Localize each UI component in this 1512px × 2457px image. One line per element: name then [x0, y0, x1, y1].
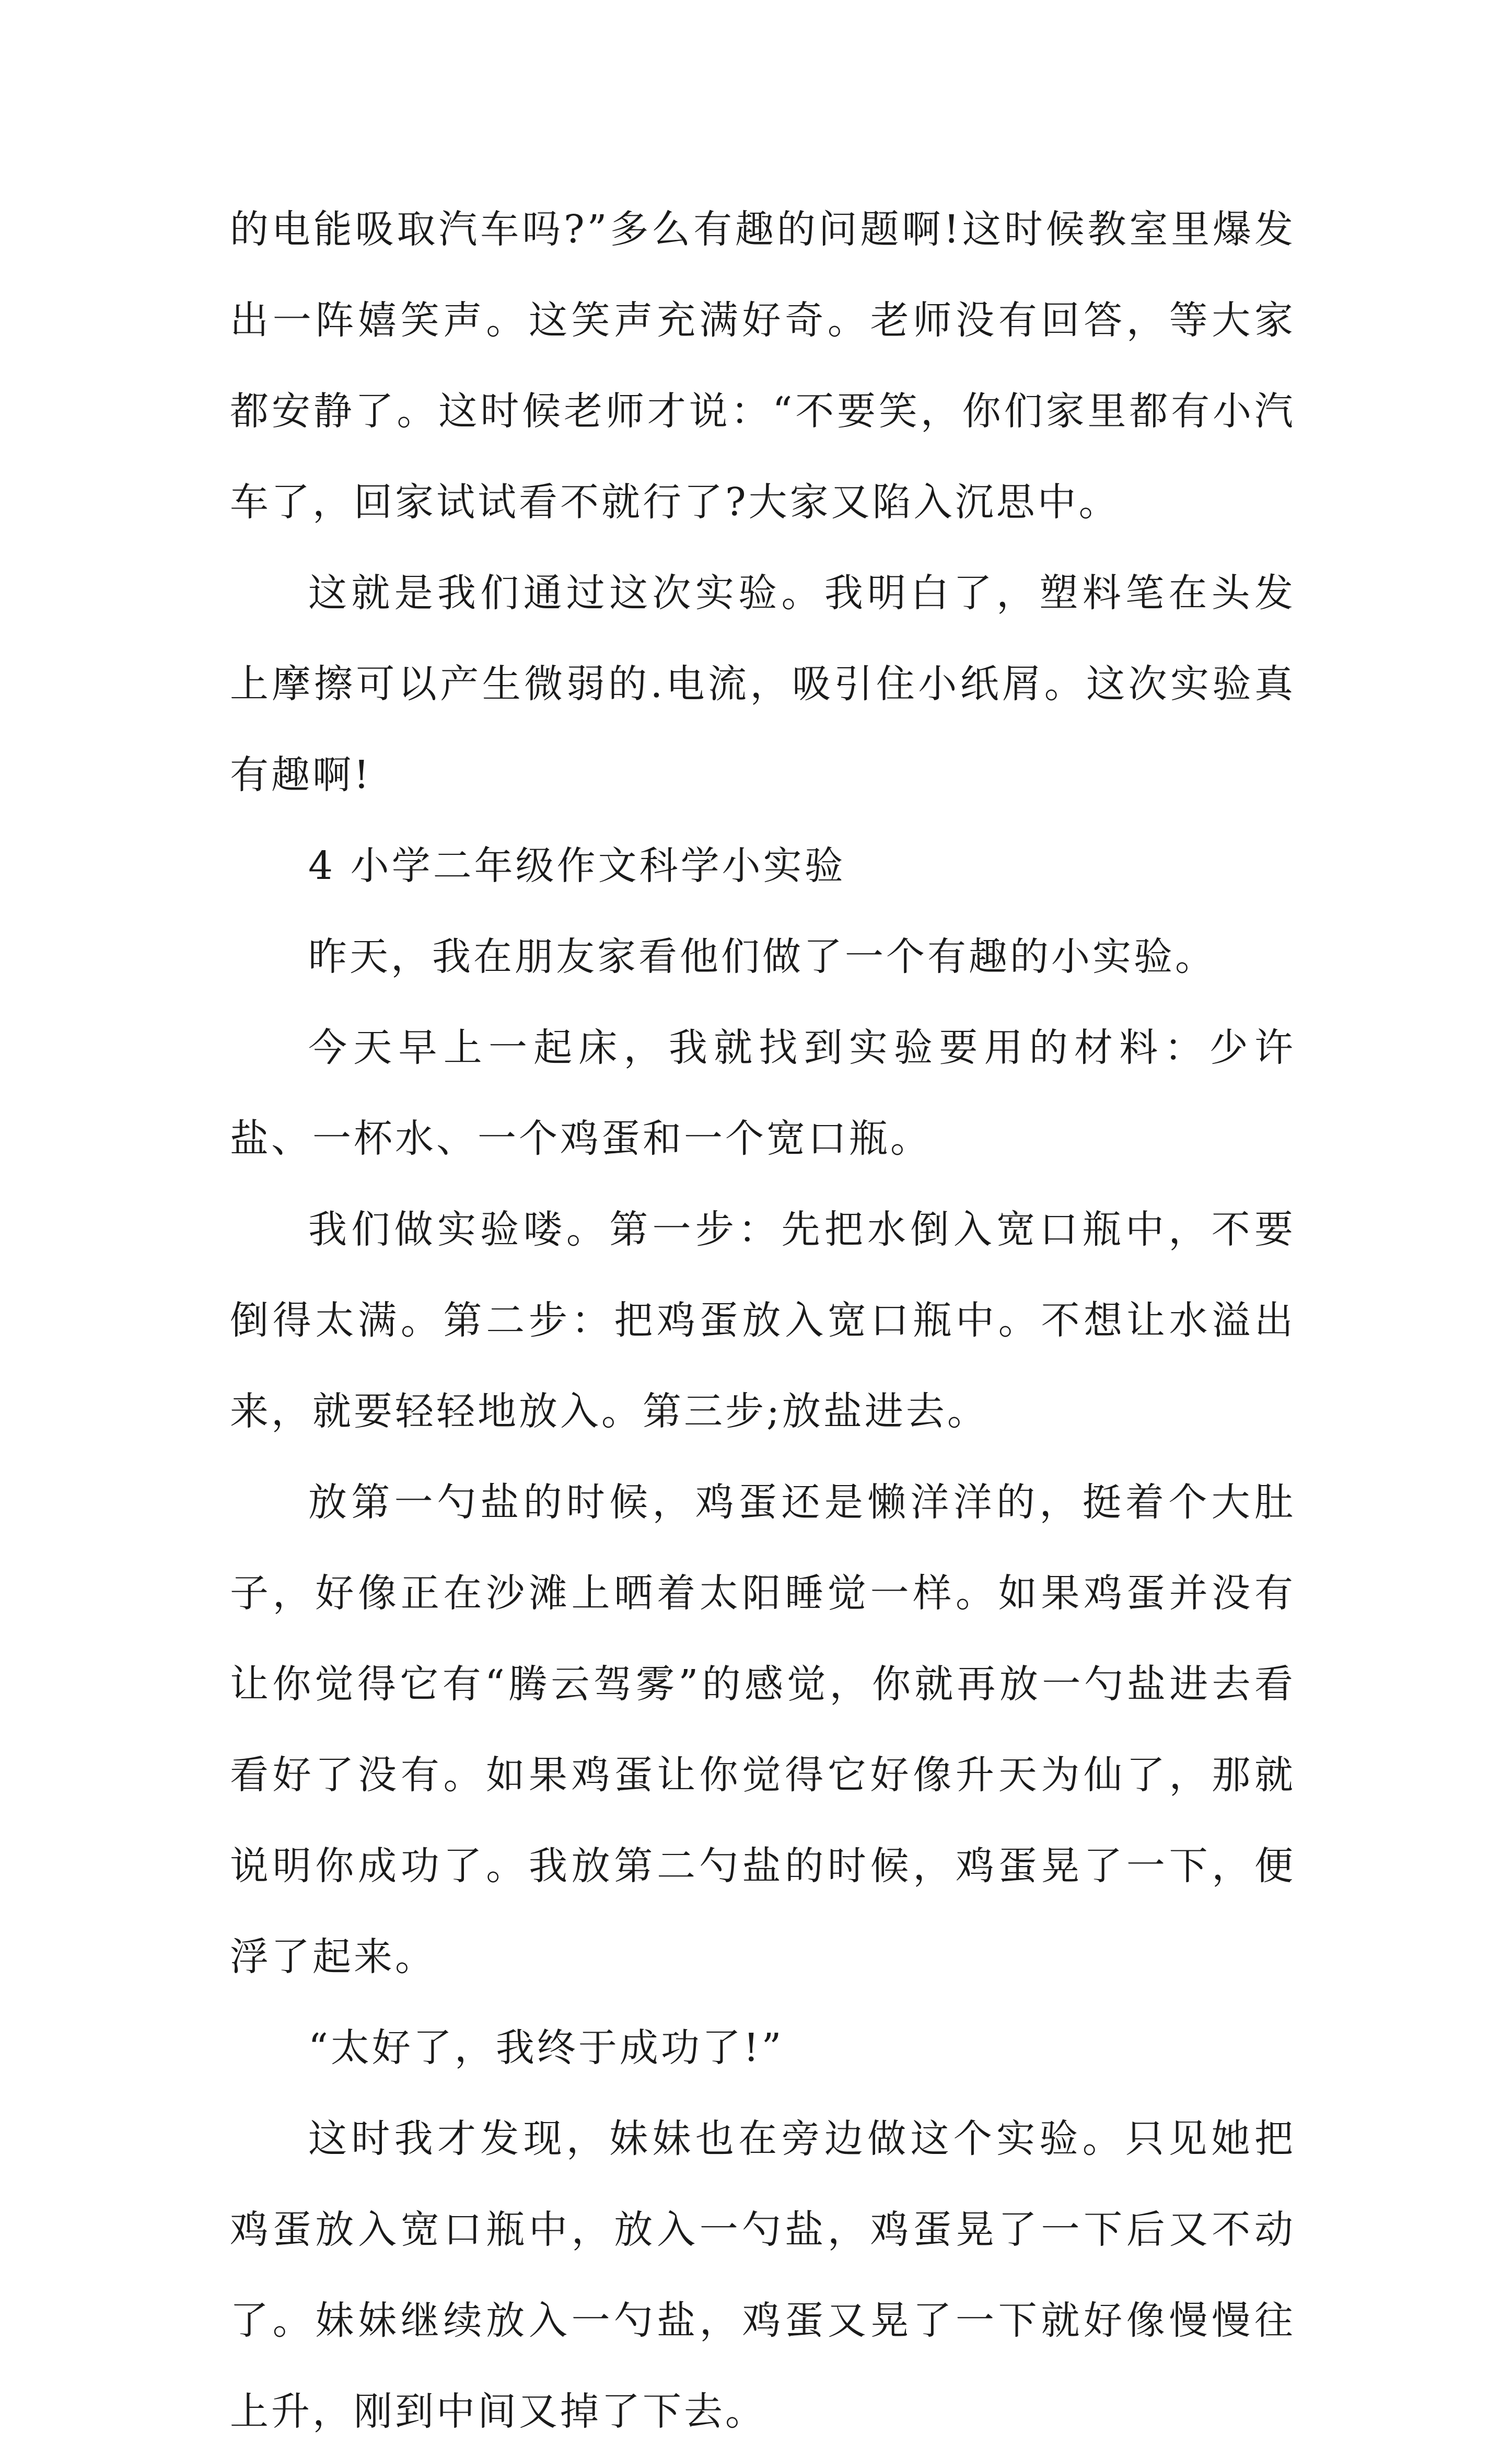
paragraph-2: 这就是我们通过这次实验。我明白了，塑料笔在头发上摩擦可以产生微弱的.电流，吸引住小纸屑。这次实验真有趣啊!	[230, 571, 1296, 797]
paragraph-1: 的电能吸取汽车吗?”多么有趣的问题啊!这时候教室里爆发出一阵嬉笑声。这笑声充满好奇。老师没有回答，等大家都安静了。这时候老师才说：“不要笑，你们家里都有小汽车了，回家试试看不就行了?大家又陷入沉思中。	[230, 207, 1296, 525]
paragraph-4: 今天早上一起床，我就找到实验要用的材料：少许盐、一杯水、一个鸡蛋和一个宽口瓶。	[230, 1025, 1296, 1161]
paragraph-5: 我们做实验喽。第一步：先把水倒入宽口瓶中，不要倒得太满。第二步：把鸡蛋放入宽口瓶中。不想让水溢出来，就要轻轻地放入。第三步;放盐进去。	[230, 1207, 1296, 1434]
paragraph-6: 放第一勺盐的时候，鸡蛋还是懒洋洋的，挺着个大肚子，好像正在沙滩上晒着太阳睡觉一样。如果鸡蛋并没有让你觉得它有“腾云驾雾”的感觉，你就再放一勺盐进去看看好了没有。如果鸡蛋让你觉得它好像升天为仙了，那就说明你成功了。我放第二勺盐的时候，鸡蛋晃了一下，便浮了起来。	[230, 1480, 1296, 1979]
essay-heading: 4 小学二年级作文科学小实验	[308, 843, 846, 888]
paragraph-7: “太好了，我终于成功了!”	[308, 2025, 784, 2070]
paragraph-3: 昨天，我在朋友家看他们做了一个有趣的小实验。	[308, 934, 1216, 979]
essay-text-body	[230, 184, 1296, 2457]
paragraph-8: 这时我才发现，妹妹也在旁边做这个实验。只见她把鸡蛋放入宽口瓶中，放入一勺盐，鸡蛋晃了一下后又不动了。妹妹继续放入一勺盐，鸡蛋又晃了一下就好像慢慢往上升，刚到中间又掉了下去。	[230, 2116, 1296, 2434]
